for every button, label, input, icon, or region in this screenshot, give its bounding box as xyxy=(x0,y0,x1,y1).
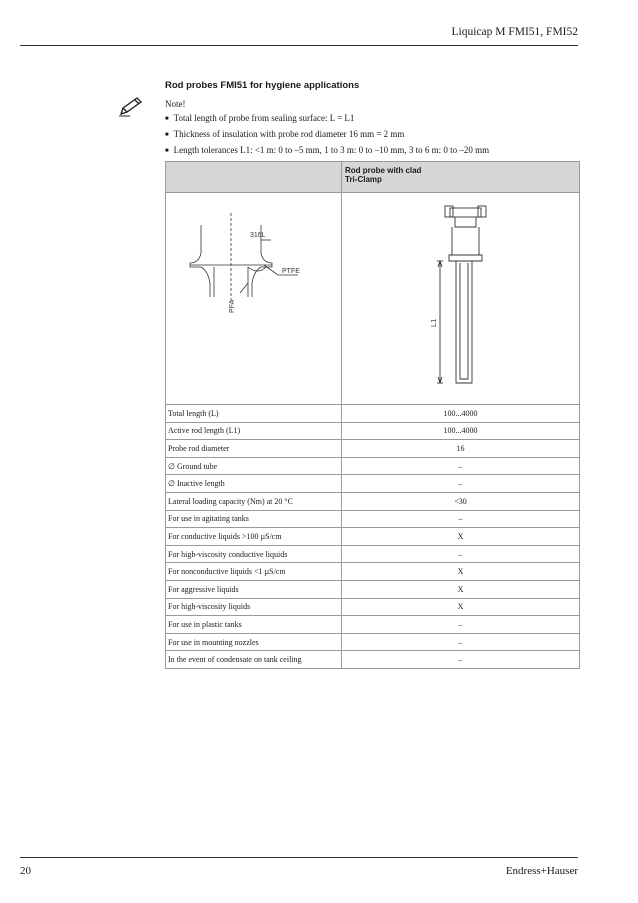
probe-drawing-cell xyxy=(342,193,580,405)
row-label: For high-viscosity conductive liquids xyxy=(166,545,342,563)
table-row xyxy=(166,616,580,634)
row-label: Active rod length (L1) xyxy=(166,422,342,440)
table-row xyxy=(166,475,580,493)
leader-pfa xyxy=(240,283,248,293)
row-value: 100...4000 xyxy=(342,422,580,440)
row-value: – xyxy=(342,651,580,669)
pencil-icon xyxy=(118,95,144,117)
table-row xyxy=(166,457,580,475)
label-pfa: PFA xyxy=(229,299,236,313)
table-row xyxy=(166,633,580,651)
section-title: Rod probes FMI51 for hygiene applications xyxy=(165,80,360,91)
note-heading: Note! xyxy=(165,99,186,109)
row-label: Probe rod diameter xyxy=(166,440,342,458)
tri-clamp-flange xyxy=(449,255,482,261)
row-label: For high-viscosity liquids xyxy=(166,598,342,616)
footer-brand: Endress+Hauser xyxy=(505,865,578,877)
column-header-text: Rod probe with clad Tri-Clamp xyxy=(345,166,422,184)
probe-seal-detail-drawing xyxy=(166,193,341,402)
table-row xyxy=(166,422,580,440)
table-row xyxy=(166,545,580,563)
table-row xyxy=(166,598,580,616)
note-item: ■ Thickness of insulation with probe rod diameter 16 mm = 2 mm xyxy=(165,127,489,143)
row-value: 16 xyxy=(342,440,580,458)
probe-body xyxy=(452,227,479,255)
probe-rod xyxy=(456,261,472,383)
row-value: – xyxy=(342,633,580,651)
specification-table xyxy=(165,161,580,669)
row-label: ∅ Ground tube xyxy=(166,457,342,475)
row-value: X xyxy=(342,580,580,598)
row-label: Lateral loading capacity (Nm) at 20 °C xyxy=(166,492,342,510)
label-316l: 316L xyxy=(250,232,266,239)
footer-divider xyxy=(20,857,578,858)
row-value: <30 xyxy=(342,492,580,510)
row-label: For conductive liquids >100 µS/cm xyxy=(166,528,342,546)
row-label: For use in agitating tanks xyxy=(166,510,342,528)
row-label: ∅ Inactive length xyxy=(166,475,342,493)
row-value: – xyxy=(342,616,580,634)
row-value: 100...4000 xyxy=(342,405,580,423)
row-label: For nonconductive liquids <1 µS/cm xyxy=(166,563,342,581)
table-row xyxy=(166,580,580,598)
row-value: X xyxy=(342,528,580,546)
seal-profile-left xyxy=(190,225,210,297)
table-header-row xyxy=(166,162,580,193)
detail-drawing-cell xyxy=(166,193,342,405)
row-value: X xyxy=(342,563,580,581)
row-label: For use in plastic tanks xyxy=(166,616,342,634)
label-ptfe: PTFE xyxy=(282,268,300,275)
note-item: ■ Length tolerances L1: <1 m: 0 to –5 mm, 1 to 3 m: 0 to –10 mm, 3 to 6 m: 0 to –20 mm xyxy=(165,143,489,159)
housing-top xyxy=(450,208,481,217)
housing-neck xyxy=(455,217,476,227)
label-l1: L1 xyxy=(429,318,438,327)
header-empty-cell xyxy=(166,162,342,193)
table-row xyxy=(166,510,580,528)
table-row xyxy=(166,405,580,423)
row-label: In the event of condensate on tank ceiling xyxy=(166,651,342,669)
row-value: – xyxy=(342,545,580,563)
rod-probe-drawing xyxy=(342,193,579,402)
note-list xyxy=(165,111,489,159)
row-label: For aggressive liquids xyxy=(166,580,342,598)
column-header-tri-clamp xyxy=(342,162,580,193)
table-row xyxy=(166,563,580,581)
note-block xyxy=(165,97,489,159)
running-header-title: Liquicap M FMI51, FMI52 xyxy=(451,26,578,38)
rod-core xyxy=(460,263,468,379)
table-row xyxy=(166,492,580,510)
row-value: – xyxy=(342,510,580,528)
row-value: X xyxy=(342,598,580,616)
note-item: ■ Total length of probe from sealing surface: L = L1 xyxy=(165,111,489,127)
row-label: Total length (L) xyxy=(166,405,342,423)
row-value: – xyxy=(342,475,580,493)
row-label: For use in mounting nozzles xyxy=(166,633,342,651)
header-divider xyxy=(20,45,578,46)
drawing-row xyxy=(166,193,580,405)
table-row xyxy=(166,440,580,458)
table-row xyxy=(166,651,580,669)
row-value: – xyxy=(342,457,580,475)
page-number: 20 xyxy=(20,865,31,877)
table-row xyxy=(166,528,580,546)
